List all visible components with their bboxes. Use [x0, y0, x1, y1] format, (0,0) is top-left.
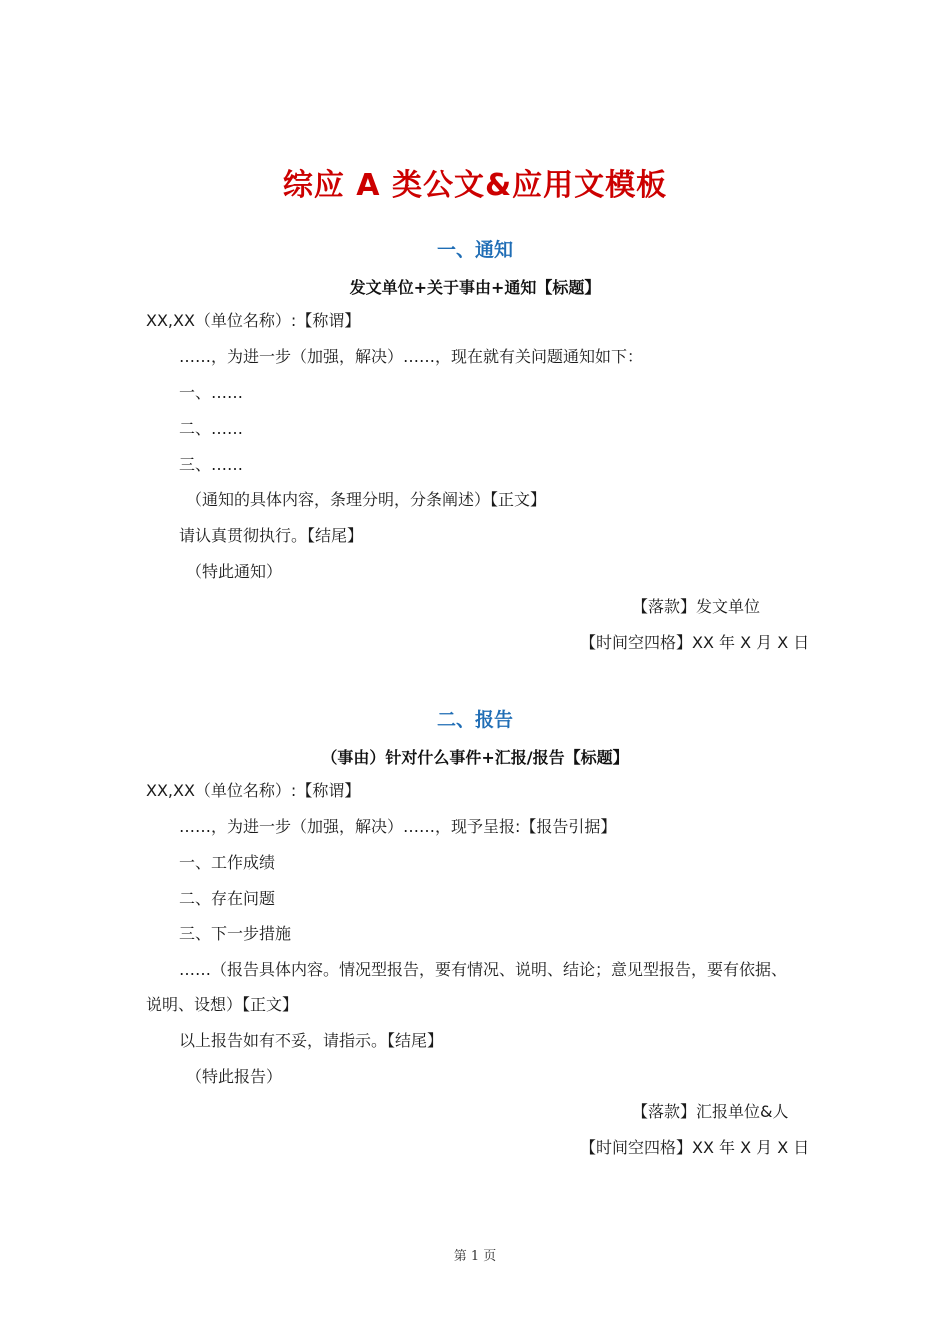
section-report-heading: 二、报告 [436, 709, 513, 731]
section-notice-signature: 【落款】发文单位 [632, 597, 761, 616]
section-report-intro: ……，为进一步（加强，解决）……，现予呈报:【报告引据】 [179, 817, 617, 836]
section-report-signature: 【落款】汇报单位&人 [632, 1102, 789, 1121]
section-notice-date: 【时间空四格】XX 年 X 月 X 日 [580, 633, 810, 652]
section-notice-closing: 请认真贯彻执行。【结尾】 [179, 526, 364, 545]
section-notice-item-1: 一、…… [179, 383, 244, 402]
document-title: 综应 A 类公文&应用文模板 [282, 168, 668, 203]
section-report-body-note-line1: ……（报告具体内容。情况型报告，要有情况、说明、结论；意见型报告，要有依据、 [179, 960, 788, 979]
section-notice-heading: 一、通知 [436, 239, 513, 261]
section-report-date: 【时间空四格】XX 年 X 月 X 日 [580, 1138, 810, 1157]
section-report-salutation: XX,XX（单位名称）:【称谓】 [146, 781, 361, 800]
section-notice-body-note: （通知的具体内容，条理分明，分条阐述）【正文】 [186, 490, 547, 509]
section-notice-subtitle: 发文单位+关于事由+通知【标题】 [349, 278, 601, 297]
section-report-closing: 以上报告如有不妥，请指示。【结尾】 [179, 1031, 444, 1050]
section-report-item-1: 一、工作成绩 [179, 853, 276, 872]
section-report-item-3: 三、下一步措施 [179, 924, 292, 943]
section-report-ending: （特此报告） [186, 1067, 283, 1086]
section-notice-intro: ……，为进一步（加强，解决）……，现在就有关问题通知如下： [179, 347, 644, 366]
section-report-item-2: 二、存在问题 [179, 889, 276, 908]
section-notice-item-3: 三、…… [179, 455, 244, 474]
section-report-subtitle: （事由）针对什么事件+汇报/报告【标题】 [321, 748, 629, 767]
section-notice-item-2: 二、…… [179, 419, 244, 438]
page-number: 第 1 页 [453, 1249, 497, 1264]
section-report-body-note-line2: 说明、设想）【正文】 [146, 995, 299, 1014]
section-notice-ending: （特此通知） [186, 562, 283, 581]
section-notice-salutation: XX,XX（单位名称）:【称谓】 [146, 311, 361, 330]
